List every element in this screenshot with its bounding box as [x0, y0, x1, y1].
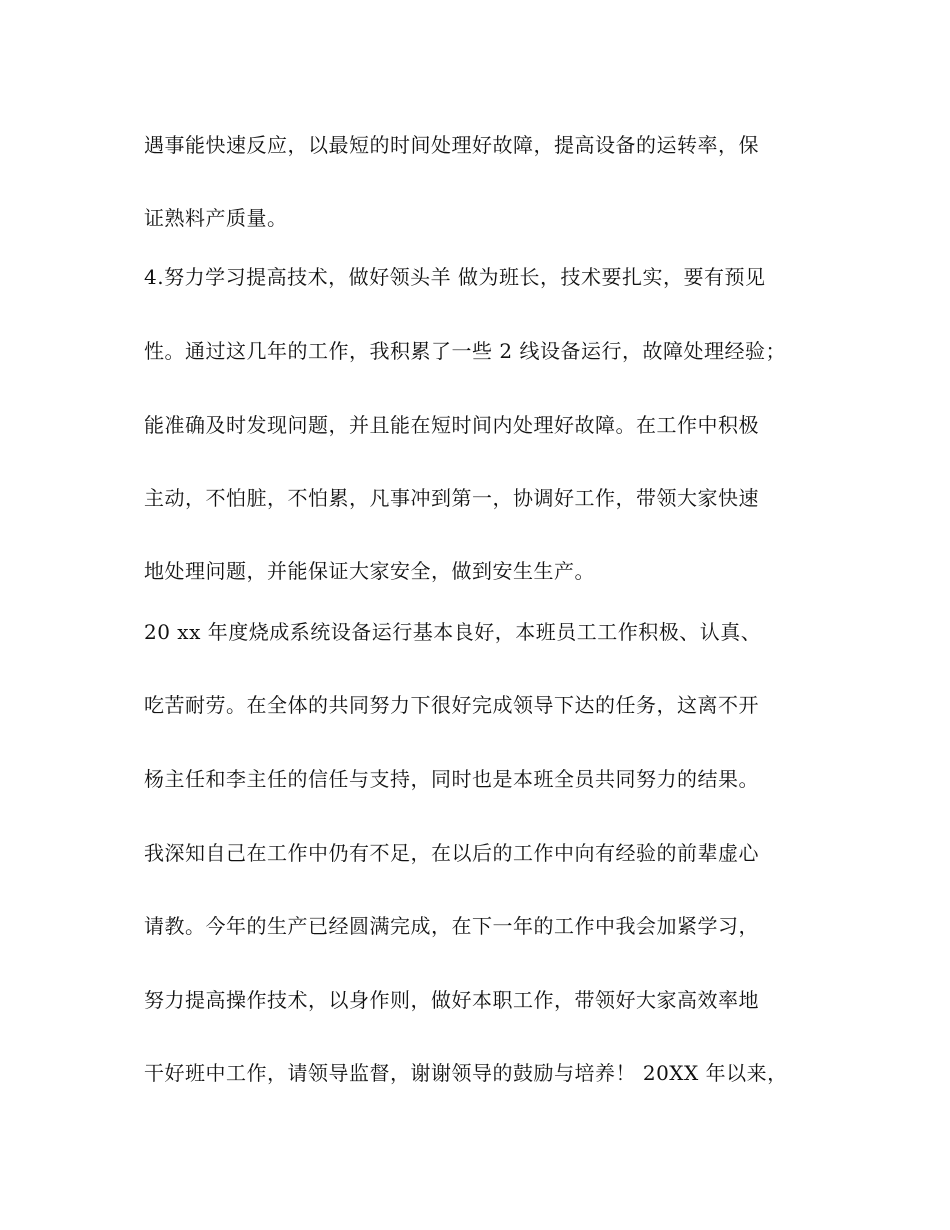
- text-line: 遇事能快速反应，以最短的时间处理好故障，提高设备的运转率，保: [144, 133, 759, 157]
- text-line: 请教。今年的生产已经圆满完成，在下一年的工作中我会加紧学习，: [144, 914, 759, 938]
- text-line: 地处理问题，并能保证大家安全，做到安生生产。: [144, 559, 595, 583]
- text-line: 杨主任和李主任的信任与支持，同时也是本班全员共同努力的结果。: [144, 767, 759, 791]
- text-line: 证熟料产质量。: [144, 206, 288, 230]
- text-line: 我深知自己在工作中仍有不足，在以后的工作中向有经验的前辈虚心: [144, 841, 759, 865]
- text-line: 20 xx 年度烧成系统设备运行基本良好，本班员工工作积极、认真、: [144, 620, 762, 644]
- text-line: 主动，不怕脏，不怕累，凡事冲到第一，协调好工作，带领大家快速: [144, 486, 759, 510]
- text-line: 吃苦耐劳。在全体的共同努力下很好完成领导下达的任务，这离不开: [144, 693, 759, 717]
- text-line: 4.努力学习提高技术，做好领头羊 做为班长，技术要扎实，要有预见: [144, 265, 766, 289]
- text-line: 干好班中工作，请领导监督，谢谢领导的鼓励与培养！ 20XX 年以来，: [144, 1061, 788, 1085]
- text-line: 能准确及时发现问题，并且能在短时间内处理好故障。在工作中积极: [144, 413, 759, 437]
- text-line: 努力提高操作技术，以身作则，做好本职工作，带领好大家高效率地: [144, 988, 759, 1012]
- text-line: 性。通过这几年的工作，我积累了一些 2 线设备运行，故障处理经验；: [144, 339, 786, 363]
